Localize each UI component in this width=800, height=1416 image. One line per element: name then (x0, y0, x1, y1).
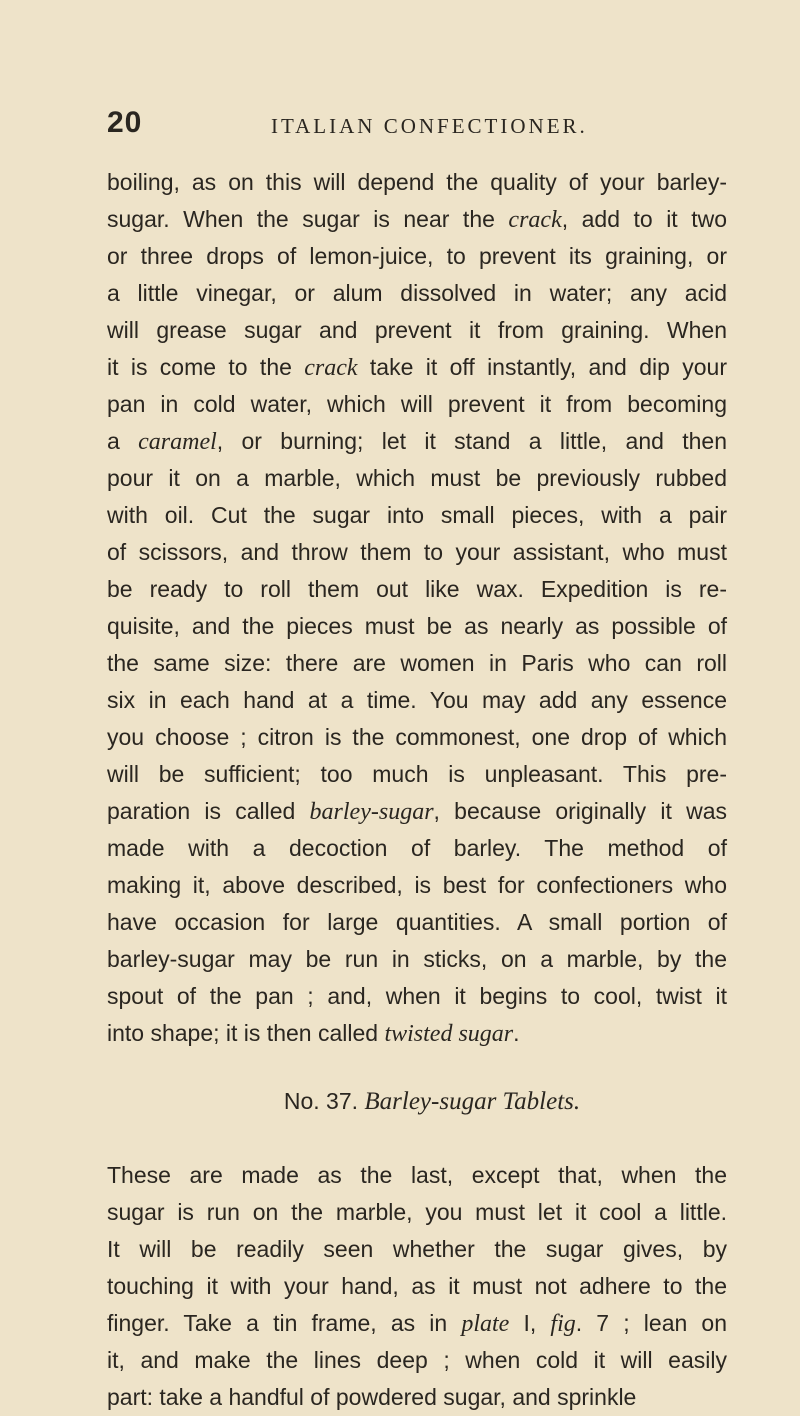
italic-text: fig (550, 1311, 576, 1337)
text-run: quisite, and the pieces must be as nearly as possible of (107, 613, 727, 639)
text-line (107, 201, 727, 238)
text-line (107, 719, 727, 756)
text-line (107, 1015, 727, 1052)
text-run: sugar is run on the marble, you must let it cool a little. (107, 1199, 727, 1225)
page-number: 20 (107, 106, 143, 139)
text-run: . (513, 1020, 520, 1046)
italic-text: barley-sugar (309, 799, 434, 825)
paragraph-barley-sugar-tablets (107, 1157, 727, 1416)
text-line (107, 423, 727, 460)
text-line (107, 349, 727, 386)
text-line (107, 830, 727, 867)
running-title: ITALIAN CONFECTIONER. (271, 114, 588, 138)
text-run: six in each hand at a time. You may add any essence (107, 687, 727, 713)
text-run: you choose ; citron is the commonest, one drop of which (107, 724, 727, 750)
recipe-title: Barley-sugar Tablets. (364, 1088, 581, 1115)
text-line (107, 275, 727, 312)
text-line (107, 1342, 727, 1379)
text-run: making it, above described, is best for confectioners who (107, 872, 727, 898)
text-line (107, 1157, 727, 1194)
text-run: barley-sugar may be run in sticks, on a marble, by the (107, 946, 727, 972)
text-run: pan in cold water, which will prevent it from becoming (107, 391, 727, 417)
text-run: will grease sugar and prevent it from graining. When (107, 317, 727, 343)
text-line (107, 1231, 727, 1268)
italic-text: caramel (138, 429, 217, 455)
text-run: pour it on a marble, which must be previously rubbed (107, 465, 727, 491)
text-run: the same size: there are women in Paris who can roll (107, 650, 727, 676)
text-run: spout of the pan ; and, when it begins to cool, twist it (107, 983, 727, 1009)
text-run: touching it with your hand, as it must not adhere to the (107, 1273, 727, 1299)
text-run: It will be readily seen whether the sugar gives, by (107, 1236, 727, 1262)
text-line (107, 978, 727, 1015)
text-run: , or burning; let it stand a little, and then (216, 428, 727, 454)
italic-text: crack (508, 207, 562, 233)
text-line (107, 386, 727, 423)
text-line (107, 460, 727, 497)
text-run: with oil. Cut the sugar into small pieces, with a pair (107, 502, 727, 528)
text-line (107, 793, 727, 830)
text-run: , because originally it was (433, 798, 727, 824)
text-line (107, 682, 727, 719)
italic-text: crack (304, 355, 358, 381)
text-run: have occasion for large quantities. A small portion of (107, 909, 727, 935)
text-run: it is come to the (107, 354, 305, 380)
text-run: finger. Take a tin frame, as in (107, 1310, 462, 1336)
text-run: of scissors, and throw them to your assistant, who must (107, 539, 727, 565)
recipe-number: No. 37. (283, 1088, 358, 1114)
text-line (107, 497, 727, 534)
text-run: I, (509, 1310, 551, 1336)
recipe-heading (107, 1083, 727, 1120)
text-run: it, and make the lines deep ; when cold it will easily (107, 1347, 727, 1373)
text-line (107, 1194, 727, 1231)
text-run: or three drops of lemon-juice, to prevent its graining, or (107, 243, 727, 269)
text-run: be ready to roll them out like wax. Expedition is re- (107, 576, 727, 602)
text-run: . 7 ; lean on (575, 1310, 728, 1336)
page-body (107, 164, 727, 1416)
text-run: made with a decoction of barley. The method of (107, 835, 727, 861)
text-line (107, 571, 727, 608)
text-line (107, 867, 727, 904)
text-line (107, 534, 727, 571)
text-line (107, 608, 727, 645)
text-line (107, 1268, 727, 1305)
text-line (107, 1379, 727, 1416)
italic-text: plate (461, 1311, 510, 1337)
text-run: boiling, as on this will depend the quality of your barley- (107, 169, 727, 195)
text-line (107, 904, 727, 941)
text-line (107, 312, 727, 349)
text-run: a little vinegar, or alum dissolved in water; any acid (107, 280, 727, 306)
text-run: These are made as the last, except that, when the (107, 1162, 727, 1188)
text-line (107, 1305, 727, 1342)
text-run: into shape; it is then called (107, 1020, 385, 1046)
text-run: a (107, 428, 139, 454)
text-line (107, 756, 727, 793)
text-line (107, 238, 727, 275)
text-run: part: take a handful of powdered sugar, and sprinkle (107, 1384, 637, 1410)
text-run: paration is called (107, 798, 310, 824)
text-run: take it off instantly, and dip your (357, 354, 727, 380)
paragraph-barley-sugar (107, 164, 727, 1052)
text-line (107, 941, 727, 978)
italic-text: twisted sugar (384, 1021, 514, 1047)
text-run: will be sufficient; too much is unpleasant. This pre- (107, 761, 727, 787)
page-header (107, 106, 727, 146)
text-run: sugar. When the sugar is near the (107, 206, 509, 232)
text-line (107, 645, 727, 682)
text-run: , add to it two (561, 206, 727, 232)
text-line (107, 164, 727, 201)
